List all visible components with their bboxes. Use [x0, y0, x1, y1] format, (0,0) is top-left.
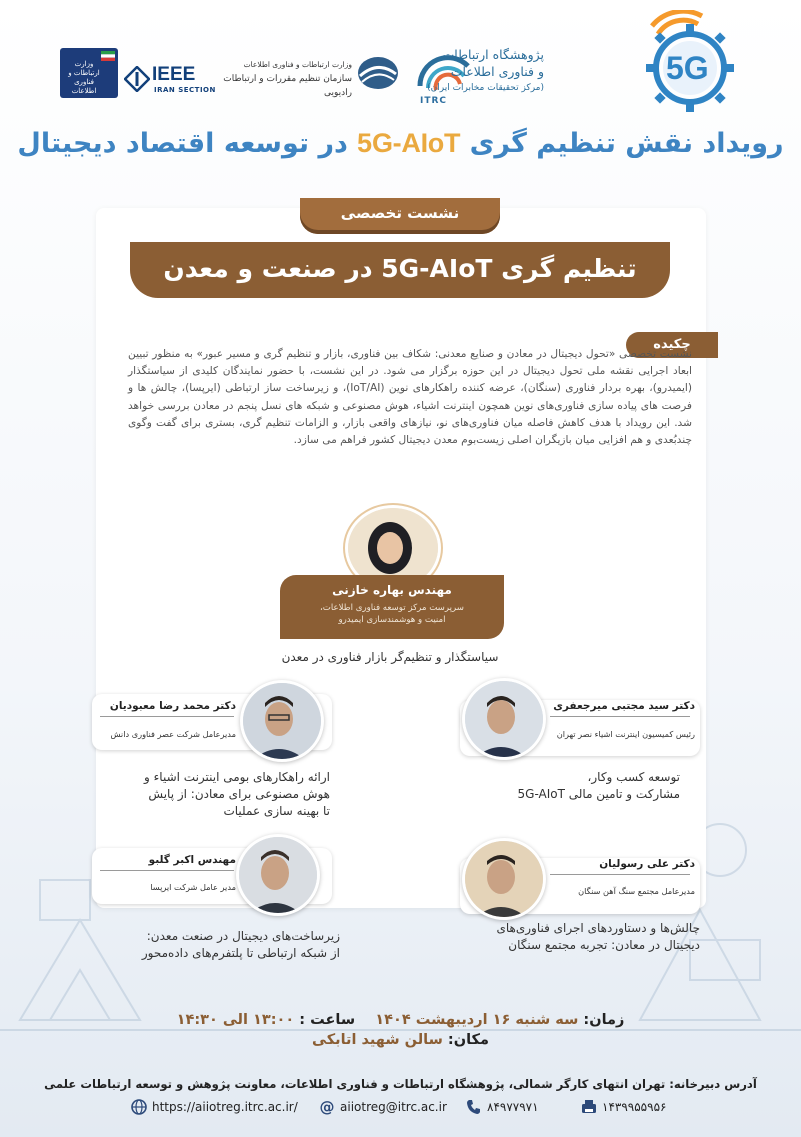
abstract-text: نشست تخصصی «تحول دیجیتال در معادن و صنایع معدنی: شکاف بین فناوری، بازار و تنظیم گری و مسیر عبور» به منظور تبیین ابعاد اجرایی نقشه ملی تحول دیجیتال در این حوزه برگزار می شود. در این نشست، با حضور نمایندگان کلیدی از سیاستگذار (ایمیدرو)، بهره بردار فناوری (سنگان)، عرضه کننده راهکارهای نوین (IoT/AI)، و زیرساخت ساز ارتباطی (ایرپسا)، چالش ها و فرصت های پیاده سازی فناوری‌های نوین همچون اینترنت اشیاء، هوش مصنوعی و شبکه های نسل پنجم در معادن بررسی خواهد شد. این رویداد با هدف کاهش فاصله میان فناوری‌های نو، نیازهای واقعی بازار، و الزامات تنظیم گری، بستری برای گفت وگوی چندبُعدی و هم افزایی میان بازیگران اصلی زیست‌بوم معدن دیجیتال کشور فراهم می سازد.: [128, 348, 693, 447]
itrc-line3: (مرکز تحقیقات مخابرات ایران): [427, 83, 544, 93]
ieee-sub: IRAN SECTION: [154, 86, 216, 94]
keynote-topic: سیاستگذار و تنظیم‌گر بازار فناوری در معدن: [281, 650, 499, 664]
keynote-role: [296, 602, 488, 626]
itrc-logo: [412, 38, 622, 108]
hour-label: ساعت :: [299, 1012, 356, 1028]
topic-line: چالش‌ها و دستاوردهای اجرای فناوری‌های: [496, 921, 700, 935]
cra-wave-icon: [356, 54, 400, 92]
website-url[interactable]: https://aiiotreg.itrc.ac.ir/: [152, 1100, 298, 1114]
cra-logo: [223, 46, 400, 106]
place-label: مکان:: [447, 1032, 489, 1048]
time-row: [0, 1012, 801, 1028]
speaker-topic-mabudian: [90, 769, 330, 820]
keynote-name: مهندس بهاره خازنی: [332, 583, 452, 597]
event-title-part2: در توسعه اقتصاد دیجیتال: [17, 128, 348, 159]
topic-line: ارائه راهکارهای بومی اینترنت اشیاء و: [144, 770, 330, 784]
phone-icon: [465, 1098, 483, 1116]
speaker-name-mirjafari: دکتر سید مجتبی میرجعفری: [553, 700, 695, 712]
speaker-photo-mirjafari: [462, 678, 546, 760]
at-icon: @: [319, 1098, 335, 1116]
topic-line: زیرساخت‌های دیجیتال در صنعت معدن:: [146, 929, 340, 943]
cra-line2: سازمان تنظیم مقررات و ارتباطات رادیویی: [223, 74, 352, 98]
secretariat-address: آدرس دبیرخانه: تهران انتهای کارگر شمالی، پژوهشگاه ارتباطات و فناوری اطلاعات، معاونت پژوهش و توسعه ارتباطات علمی: [44, 1077, 757, 1091]
speaker-divider: [100, 870, 234, 871]
speaker-role-mirjafari: رئیس کمیسیون اینترنت اشیاء نصر تهران: [556, 729, 695, 739]
speaker-divider: [550, 716, 690, 717]
speaker-name-golbu: مهندس اکبر گلبو: [148, 854, 236, 866]
email-address[interactable]: aiiotreg@itrc.ac.ir: [340, 1100, 447, 1114]
keynote-role-line2: امنیت و هوشمندسازی ایمیدرو: [338, 615, 446, 625]
globe-icon: [130, 1098, 148, 1116]
speaker-photo-rasoulian: [462, 838, 546, 920]
itrc-label: ITRC: [420, 96, 448, 106]
contacts-row: [120, 1096, 720, 1120]
topic-line: از شبکه ارتباطی تا پلتفرم‌های داده‌محور: [141, 946, 340, 960]
event-title-accent: 5G-AIoT: [356, 128, 461, 158]
phone-number: ۸۴۹۷۷۹۷۱: [487, 1100, 539, 1114]
topic-line: مشارکت و تامین مالی 5G-AIoT: [517, 787, 680, 801]
speaker-name-rasoulian: دکتر علی رسولیان: [599, 858, 695, 870]
topic-line: دیجیتال در معادن: تجربه مجتمع سنگان: [508, 938, 700, 952]
fax-number: ۱۴۳۹۹۵۵۹۵۶: [602, 1100, 667, 1114]
fax-contact: [580, 1096, 666, 1118]
event-title-part1: رویداد نقش تنظیم گری: [469, 128, 784, 159]
ieee-logo: [124, 62, 224, 100]
ministry-text: وزارت ارتباطات و فناوری اطلاعات: [68, 60, 100, 95]
phone-contact: [465, 1096, 539, 1118]
speaker-divider: [550, 874, 690, 875]
topic-line: تا بهینه سازی عملیات: [223, 804, 330, 818]
event-title: [0, 128, 801, 159]
place-row: [0, 1032, 801, 1048]
speaker-topic-golbu: [80, 928, 340, 962]
speaker-role-rasoulian: مدیرعامل مجتمع سنگ آهن سنگان: [578, 886, 695, 896]
5g-logo: [632, 10, 750, 114]
topic-line: هوش مصنوعی برای معادن: از پایش: [148, 787, 330, 801]
5g-logo-text: 5G: [666, 50, 709, 86]
speaker-divider: [100, 716, 234, 717]
hour-value: ۱۳:۰۰ الی ۱۴:۳۰: [176, 1012, 295, 1028]
place-value: سالن شهید اتابکی: [312, 1032, 443, 1048]
speaker-name-mabudian: دکتر محمد رضا معبودیان: [109, 700, 236, 712]
ieee-diamond-icon: [124, 66, 150, 92]
abstract-label: چکیده: [626, 332, 718, 358]
time-label: زمان:: [583, 1012, 625, 1028]
topic-line: توسعه کسب وکار،: [587, 770, 680, 784]
session-title: تنظیم گری 5G-AIoT در صنعت و معدن: [163, 254, 637, 283]
keynote-role-line1: سرپرست مرکز توسعه فناوری اطلاعات،: [320, 603, 464, 613]
speaker-role-golbu: مدیر عامل شرکت ایرپسا: [150, 882, 236, 892]
email-contact[interactable]: [318, 1096, 447, 1118]
cra-line1: وزارت ارتباطات و فناوری اطلاعات: [243, 60, 352, 69]
speaker-photo-golbu: [236, 834, 320, 916]
speaker-topic-mirjafari: [440, 769, 680, 803]
itrc-line2: و فناوری اطلاعات: [450, 64, 544, 79]
fax-icon: [580, 1098, 598, 1116]
speaker-photo-mabudian: [240, 680, 324, 762]
speaker-topic-rasoulian: [440, 920, 700, 954]
itrc-line1: پژوهشگاه ارتباطات: [442, 47, 544, 62]
session-tab-label: نشست تخصصی: [340, 204, 460, 222]
ministry-logo: [60, 48, 118, 98]
ieee-word: IEEE: [152, 64, 196, 85]
speaker-role-mabudian: مدیرعامل شرکت عصر فناوری دانش: [110, 729, 236, 739]
website-contact[interactable]: [130, 1096, 298, 1118]
time-value: سه شنبه ۱۶ اردیبهشت ۱۴۰۴: [375, 1012, 579, 1028]
